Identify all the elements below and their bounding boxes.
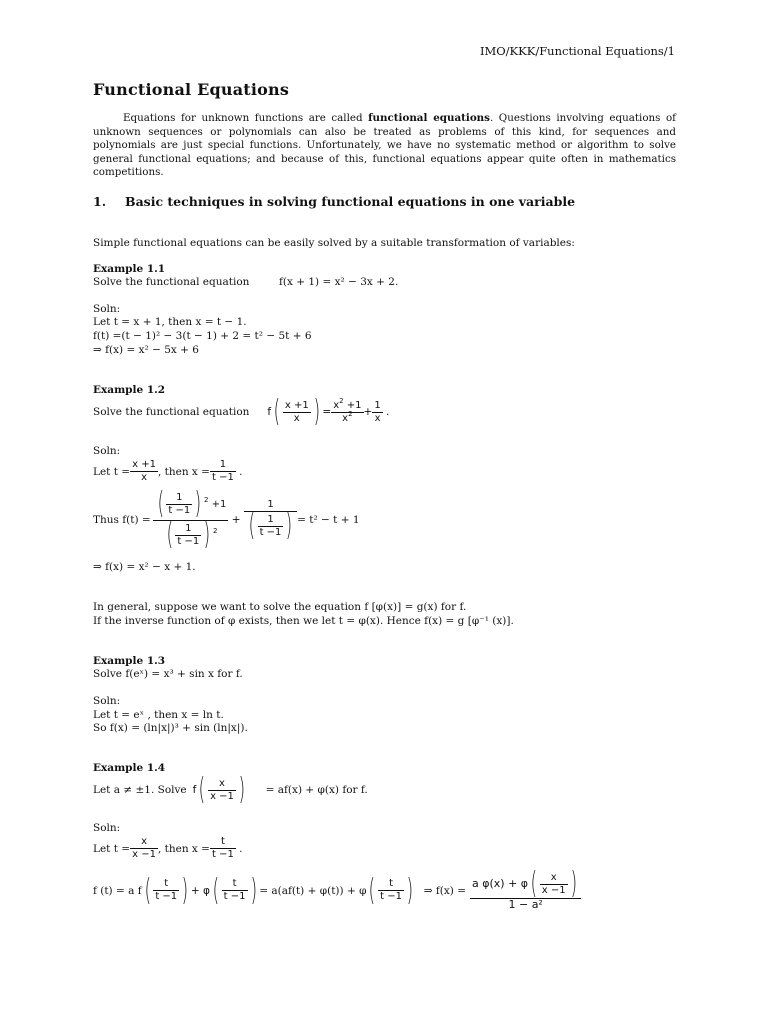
example-1-4-heading: Example 1.4 xyxy=(93,762,166,774)
solution-line: Let t = eˣ , then x = ln t. xyxy=(93,709,224,721)
soln-label: Soln: xyxy=(93,445,121,457)
general-text: If the inverse function of φ exists, then we let t = φ(x). Hence f(x) = g [φ⁻¹ (x)]. xyxy=(93,615,514,627)
solution-line: f (t) = a f ( $\frac{t}{t -1}$ ) + φ ( $\frac{t}{t -1}$ ) = a(af(t) + φ(t)) + φ ( $\frac{t}{t -1}$ ) ⇒ f(x) = a φ(x) + φ( $\frac{x}{x -1}$ ) 1 − a² xyxy=(93,870,581,911)
solution-line: Let t = $\frac{x +1}{x}$ , then x = $\frac{1}{t -1}$ . xyxy=(93,459,243,483)
solution-line: Let t = $\frac{x}{x -1}$ , then x = $\frac{t}{t -1}$ . xyxy=(93,836,243,860)
example-1-1-heading: Example 1.1 xyxy=(93,263,166,275)
intro-paragraph: Equations for unknown functions are called functional equations. Questions involving equations of unknown sequences or polynomials can also be treated as problems of this kind, for sequences and polynomials are just special functions. Unfortunately, we have no systematic method or algorithm to solve general functional equations; and because of this, functional equations appear quite often in mathematics competitions. xyxy=(93,112,676,178)
solution-line: ⇒ f(x) = x² − x + 1. xyxy=(93,561,196,573)
solution-line: Thus f(t) = ( $\frac{1}{t -1}$ ) $^2$ +1 ( $\frac{1}{t -1}$ ) $^2$ + 1 ( $\frac{1}{t -1}$ ) = t² − t + 1 xyxy=(93,486,360,552)
page-title: Functional Equations xyxy=(93,80,290,99)
example-1-1-problem: Solve the functional equation xyxy=(93,276,250,288)
example-1-3-heading: Example 1.3 xyxy=(93,655,166,667)
example-1-1-equation: f(x + 1) = x² − 3x + 2. xyxy=(279,276,399,288)
example-1-2-problem: Solve the functional equation f ( $\frac{x +1}{x}$ ) = $\frac{x^2 +1}{x^2}$ + $\frac{1}{x}$ . xyxy=(93,394,390,429)
solution-line: So f(x) = (ln|x|)³ + sin (ln|x|). xyxy=(93,722,248,734)
general-text: In general, suppose we want to solve the equation f [φ(x)] = g(x) for f. xyxy=(93,601,467,613)
section-heading: 1. Basic techniques in solving functional equations in one variable xyxy=(93,194,576,209)
simple-text: Simple functional equations can be easily solved by a suitable transformation of variables: xyxy=(93,237,575,249)
example-1-2-heading: Example 1.2 xyxy=(93,384,166,396)
example-1-3-problem: Solve f(eˣ) = x³ + sin x for f. xyxy=(93,668,243,680)
page-header: IMO/KKK/Functional Equations/1 xyxy=(479,44,675,58)
example-1-4-problem: Let a ≠ ±1. Solve f ( $\frac{x}{x -1}$ ) = af(x) + φ(x) for f. xyxy=(93,772,368,807)
soln-label: Soln: xyxy=(93,695,121,707)
solution-line: f(t) =(t − 1)² − 3(t − 1) + 2 = t² − 5t + 6 xyxy=(93,330,312,342)
soln-label: Soln: xyxy=(93,822,121,834)
solution-line: Let t = x + 1, then x = t − 1. xyxy=(93,316,247,328)
soln-label: Soln: xyxy=(93,303,121,315)
solution-line: ⇒ f(x) = x² − 5x + 6 xyxy=(93,344,199,356)
